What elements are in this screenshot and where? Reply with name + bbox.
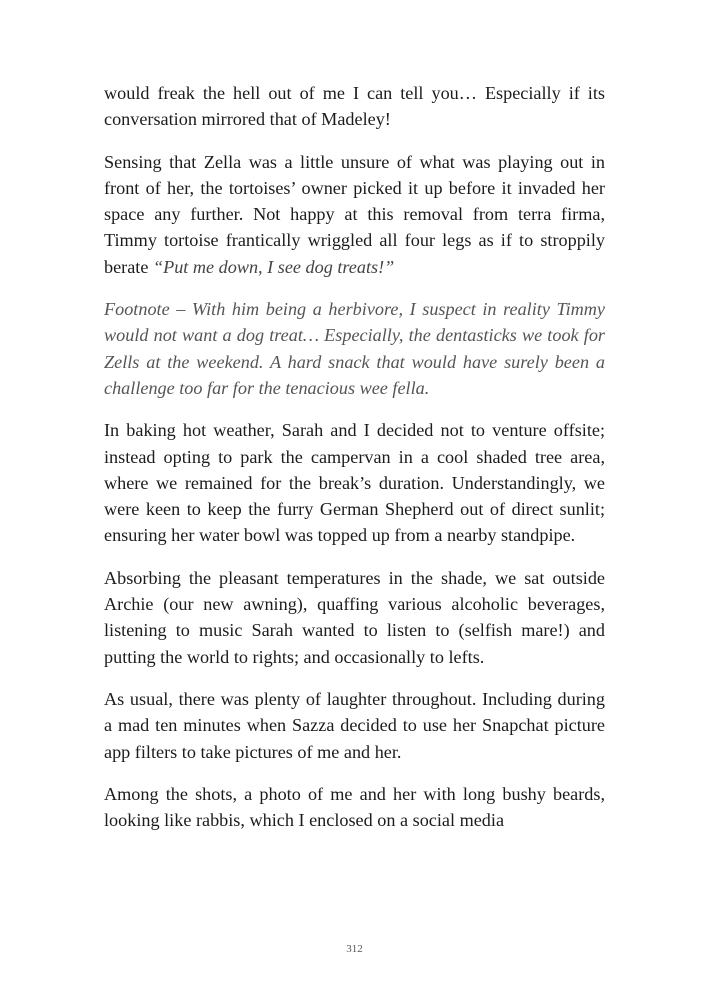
paragraph-awning: Absorbing the pleasant temperatures in the shade, we sat outside Archie (our new awning), quaffing various alcoholic beverages, listening to music Sarah wanted to listen to (selfish mare!) and putting the world to rights; and occasionally to lefts. [104, 567, 605, 667]
page-body [104, 80, 605, 849]
paragraph-weather: In baking hot weather, Sarah and I decided not to venture offsite; instead opting to park the campervan in a cool shaded tree area, where we remained for the break’s duration. Understandingly, we were keen to keep the furry German Shepherd out of direct sunlit; ensuring her water bowl was topped up from a nearby standpipe. [104, 420, 605, 546]
paragraph-laughter: As usual, there was plenty of laughter throughout. Including during a mad ten minutes when Sazza decided to use her Snapchat picture app filters to take pictures of me and her. [104, 688, 605, 762]
paragraph-continuation: would freak the hell out of me I can tell you… Especially if its conversation mirrored that of Madeley! [104, 83, 605, 130]
page-number: 312 [346, 943, 363, 955]
tortoise-quote: “Put me down, I see dog treats!” [152, 256, 395, 277]
paragraph-photos: Among the shots, a photo of me and her with long bushy beards, looking like rabbis, which I enclosed on a social media [104, 783, 605, 831]
paragraph-tortoise [104, 149, 605, 280]
paragraph-tortoise-text: Sensing that Zella was a little unsure of what was playing out in front of her, the tortoises’ owner picked it up before it invaded her space any further. Not happy at this removal from terra firma, Timmy tortoise frantically wriggled all four legs as if to stroppily berate [104, 151, 605, 277]
footnote: Footnote – With him being a herbivore, I suspect in reality Timmy would not want a dog treat… Especially, the dentasticks we took for Zells at the weekend. A hard snack that would have surely been a challenge too far for the tenacious wee fella. [104, 299, 605, 398]
